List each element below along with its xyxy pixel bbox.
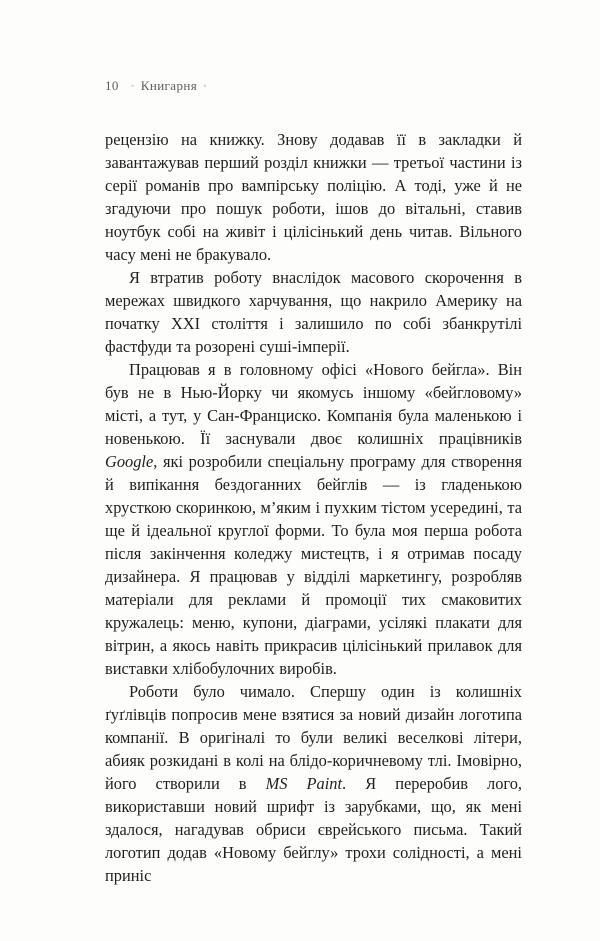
page-header bbox=[105, 78, 522, 94]
header-separator-icon: ◦ bbox=[130, 81, 135, 92]
text-segment: . Я переробив лого, використавши новий шрифт із зарубками, що, як мені здалося, нагадував обриси єврейського письма. Такий логотип додав «Новому бейглу» трохи солідності, а мені приніс bbox=[105, 774, 522, 885]
header-separator-icon: ◦ bbox=[203, 81, 208, 92]
paragraph bbox=[105, 266, 522, 358]
text-segment: рецензію на книжку. Знову додавав її в закладки й завантажував перший розділ книжки — третьої частини із серії романів про вампірську поліцію. А тоді, уже й не згадуючи про пошук роботи, ішов до вітальні, ставив ноутбук собі на живіт і цілісінький день читав. Вільного часу мені не бракувало. bbox=[105, 130, 522, 264]
paragraph bbox=[105, 128, 522, 266]
running-title: Книгарня bbox=[140, 78, 198, 93]
text-segment: Роботи було чимало. Спершу один із колишніх ґуґлівців попросив мене взятися за новий дизайн логотипа компанії. В оригіналі то були великі веселкові літери, абияк розкидані в колі на блідо-коричневому тлі. Імовірно, його створили в bbox=[105, 682, 522, 793]
italic-text: Google bbox=[105, 452, 154, 471]
paragraph bbox=[105, 358, 522, 680]
page-number: 10 bbox=[105, 78, 119, 93]
paragraph bbox=[105, 680, 522, 887]
text-segment: Я втратив роботу внаслідок масового скорочення в мережах швидкого харчування, що накрило Америку на початку XXI століття і залишило по собі збанкрутілі фастфуди та розорені суші-імперії. bbox=[105, 268, 522, 356]
body-text bbox=[105, 128, 522, 887]
text-segment: , які розробили спеціальну програму для створення й випікання бездоганних бейглів — із гладенькою хрусткою скоринкою, м’яким і пухким тістом усередині, та ще й ідеальної круглої форми. То була моя перша робота після закінчення коледжу мистецтв, і я отримав посаду дизайнера. Я працював у відділі маркетингу, розробляв матеріали для реклами й промоції тих смаковитих кружалець: меню, купони, діаграми, усілякі плакати для вітрин, а якось навіть прикрасив цілісінький прилавок для виставки хлібобулочних виробів. bbox=[105, 452, 522, 678]
text-segment: Працював я в головному офісі «Нового бейгла». Він був не в Нью-Йорку чи якомусь іншому «бейгловому» місті, а тут, у Сан-Франциско. Компанія була маленькою і новенькою. Її заснували двоє колишніх працівників bbox=[105, 360, 522, 448]
italic-text: MS Paint bbox=[265, 774, 343, 793]
